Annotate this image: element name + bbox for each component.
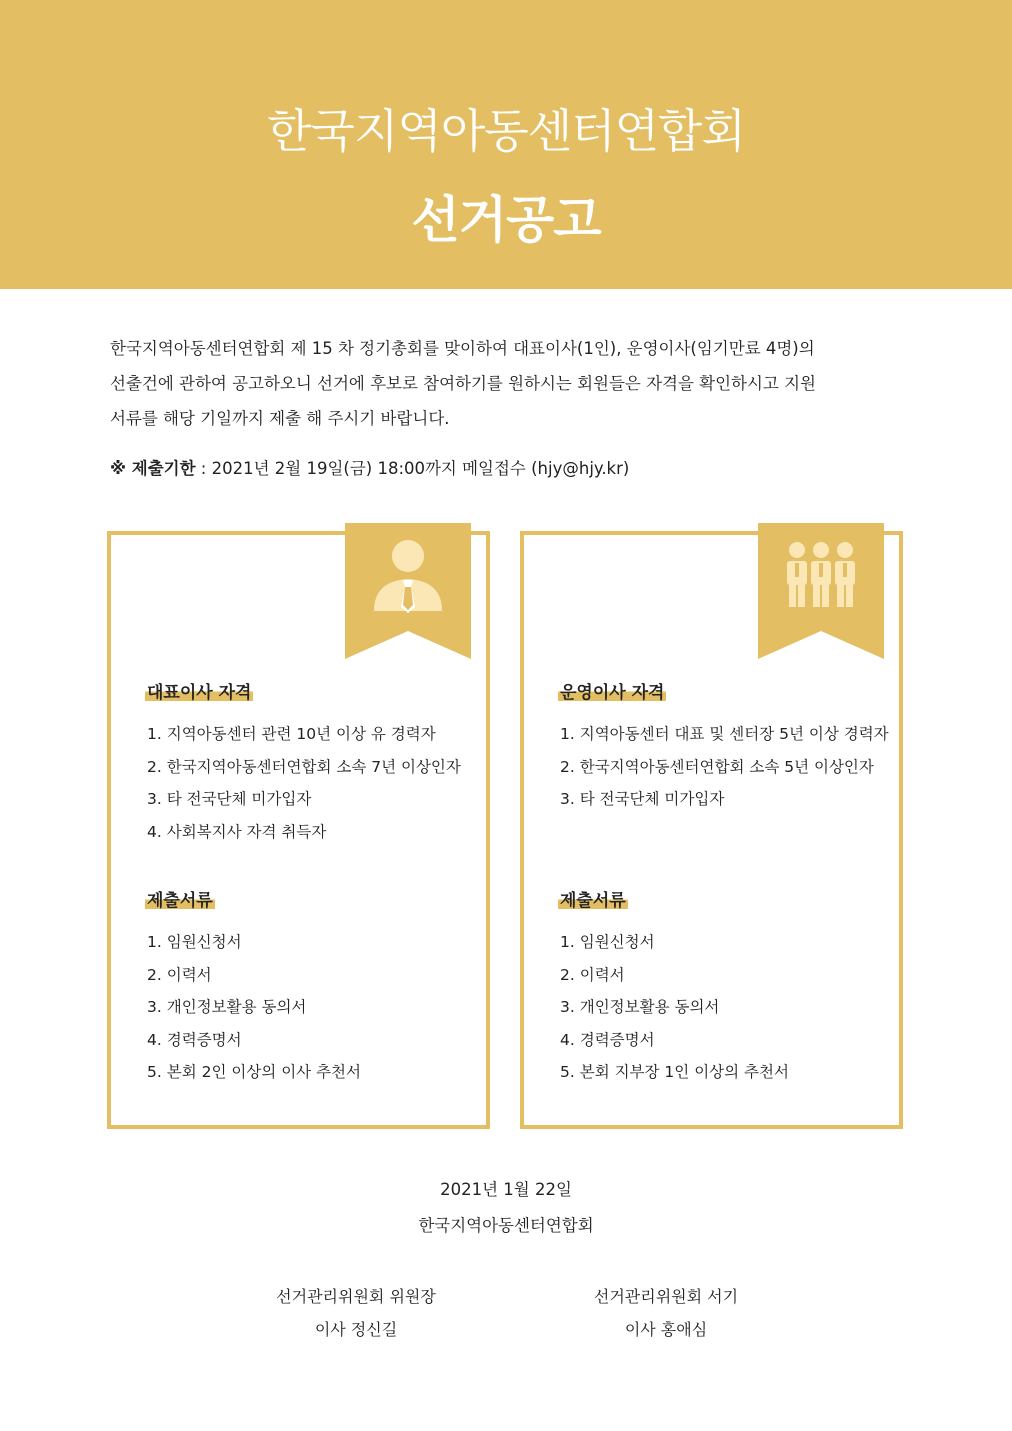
documents-heading: 제출서류 [558, 886, 628, 911]
signatory-name: 이사 정신길 [314, 1320, 398, 1339]
header-banner [0, 0, 1012, 289]
intro-paragraph [110, 331, 910, 436]
intro-line: 선출건에 관하여 공고하오니 선거에 후보로 참여하기를 원하시는 회원들은 자격을 확인하시고 지원 [110, 374, 816, 393]
qualification-list [560, 718, 889, 816]
signatory-name: 이사 홍애심 [624, 1320, 708, 1339]
list-item: 1. 지역아동센터 관련 10년 이상 유 경력자 [147, 725, 436, 743]
documents-list [147, 926, 361, 1089]
deadline-label: ※ 제출기한 [110, 459, 196, 478]
list-item: 2. 한국지역아동센터연합회 소속 7년 이상인자 [147, 757, 461, 776]
list-item: 1. 임원신청서 [560, 933, 655, 951]
list-item: 3. 개인정보활용 동의서 [560, 998, 720, 1016]
qualification-heading: 대표이사 자격 [145, 678, 253, 703]
list-item: 1. 지역아동센터 대표 및 센터장 5년 이상 경력자 [560, 725, 889, 743]
list-item: 2. 이력서 [147, 965, 212, 984]
representative-director-card [107, 531, 490, 1129]
signatory-role: 선거관리위원회 위원장 [276, 1287, 436, 1306]
list-item: 4. 경력증명서 [560, 1030, 655, 1049]
qualification-heading: 운영이사 자격 [558, 678, 666, 703]
list-item: 4. 경력증명서 [147, 1030, 242, 1049]
announcement-date: 2021년 1월 22일 [440, 1180, 572, 1199]
intro-line: 서류를 해당 기일까지 제출 해 주시기 바랍니다. [110, 409, 450, 428]
representative-person-icon [345, 523, 471, 659]
signatory-role: 선거관리위원회 서기 [593, 1287, 739, 1306]
operating-director-card [520, 531, 903, 1129]
documents-heading: 제출서류 [145, 886, 215, 911]
list-item: 3. 타 전국단체 미가입자 [560, 790, 725, 808]
signatory-secretary [516, 1280, 816, 1346]
deadline-text: : 2021년 2월 19일(금) 18:00까지 메일접수 (hjy@hjy.kr) [195, 459, 630, 478]
list-item: 5. 본회 지부장 1인 이상의 추천서 [560, 1063, 789, 1081]
list-item: 3. 개인정보활용 동의서 [147, 998, 307, 1016]
documents-list [560, 926, 789, 1089]
list-item: 4. 사회복지사 자격 취득자 [147, 822, 327, 841]
signatory-chairman [206, 1280, 506, 1346]
list-item: 2. 한국지역아동센터연합회 소속 5년 이상인자 [560, 757, 874, 776]
group-people-icon [758, 523, 884, 659]
page-subtitle: 선거공고 [411, 191, 601, 249]
page-title: 한국지역아동센터연합회 [267, 104, 745, 158]
list-item: 2. 이력서 [560, 965, 625, 984]
qualification-list [147, 718, 461, 848]
organization-name: 한국지역아동센터연합회 [418, 1216, 594, 1235]
intro-line: 한국지역아동센터연합회 제 15 차 정기총회를 맞이하여 대표이사(1인), 운영이사(임기만료 4명)의 [110, 339, 815, 358]
list-item: 3. 타 전국단체 미가입자 [147, 790, 312, 808]
list-item: 1. 임원신청서 [147, 933, 242, 951]
list-item: 5. 본회 2인 이상의 이사 추천서 [147, 1063, 361, 1081]
deadline-notice [110, 455, 910, 479]
